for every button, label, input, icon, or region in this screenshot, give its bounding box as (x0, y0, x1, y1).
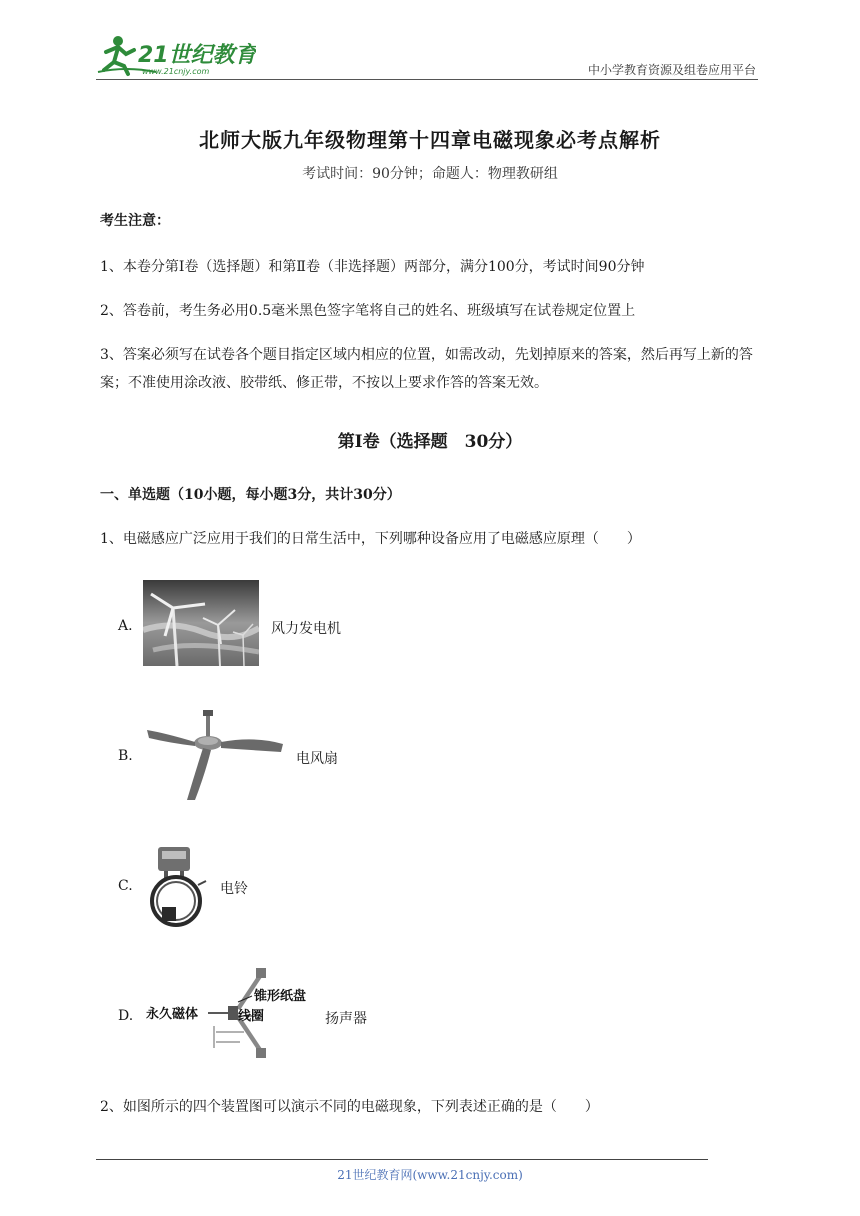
section-title: 第Ⅰ卷（选择题 30分） (337, 432, 523, 452)
footer-divider (96, 1159, 708, 1160)
running-man-icon (96, 32, 256, 78)
notice-item: 2、答卷前，考生务必用0.5毫米黑色签字笔将自己的姓名、班级填写在试卷规定位置上 (100, 303, 636, 319)
notice-item: 1、本卷分第Ⅰ卷（选择题）和第Ⅱ卷（非选择题）两部分，满分100分，考试时间90分钟 (100, 259, 645, 275)
electric-bell-image (144, 843, 208, 929)
exam-info: 考试时间：90分钟；命题人：物理教研组 (302, 166, 558, 182)
svg-text:锥形纸盘: 锥形纸盘 (254, 989, 307, 1004)
site-logo (96, 32, 256, 78)
electric-fan-image (145, 708, 285, 802)
option-b-letter: B. (118, 748, 133, 764)
speaker-diagram (144, 966, 314, 1060)
svg-text:21世纪教育: 21世纪教育 (138, 43, 256, 68)
option-c-letter: C. (118, 878, 133, 894)
svg-text:www.21cnjy.com: www.21cnjy.com (142, 67, 210, 76)
page-title: 北师大版九年级物理第十四章电磁现象必考点解析 (199, 128, 661, 152)
header-divider (96, 79, 758, 80)
option-d-label: 扬声器 (325, 1011, 367, 1027)
notice-heading: 考生注意： (100, 213, 170, 229)
option-b-label: 电风扇 (296, 751, 338, 767)
platform-name: 中小学教育资源及组卷应用平台 (587, 63, 756, 77)
option-a-letter: A. (118, 618, 133, 634)
option-d-letter: D. (118, 1008, 134, 1024)
option-c-label: 电铃 (220, 881, 248, 897)
svg-text:线圈: 线圈 (238, 1009, 265, 1024)
part-heading: 一、单选题（10小题，每小题3分，共计30分） (100, 487, 401, 503)
option-a-label: 风力发电机 (271, 621, 341, 637)
wind-turbine-image (143, 580, 259, 666)
footer-link[interactable]: 21世纪教育网(www.21cnjy.com) (337, 1168, 523, 1182)
question-1-text: 1、电磁感应广泛应用于我们的日常生活中，下列哪种设备应用了电磁感应原理（ ） (100, 531, 641, 547)
notice-item: 3、答案必须写在试卷各个题目指定区域内相应的位置，如需改动，先划掉原来的答案，然后再写上新的答案；不准使用涂改液、胶带纸、修正带，不按以上要求作答的答案无效。 (100, 347, 753, 391)
svg-text:永久磁体: 永久磁体 (146, 1007, 199, 1022)
question-2-text: 2、如图所示的四个装置图可以演示不同的电磁现象，下列表述正确的是（ ） (100, 1099, 599, 1115)
